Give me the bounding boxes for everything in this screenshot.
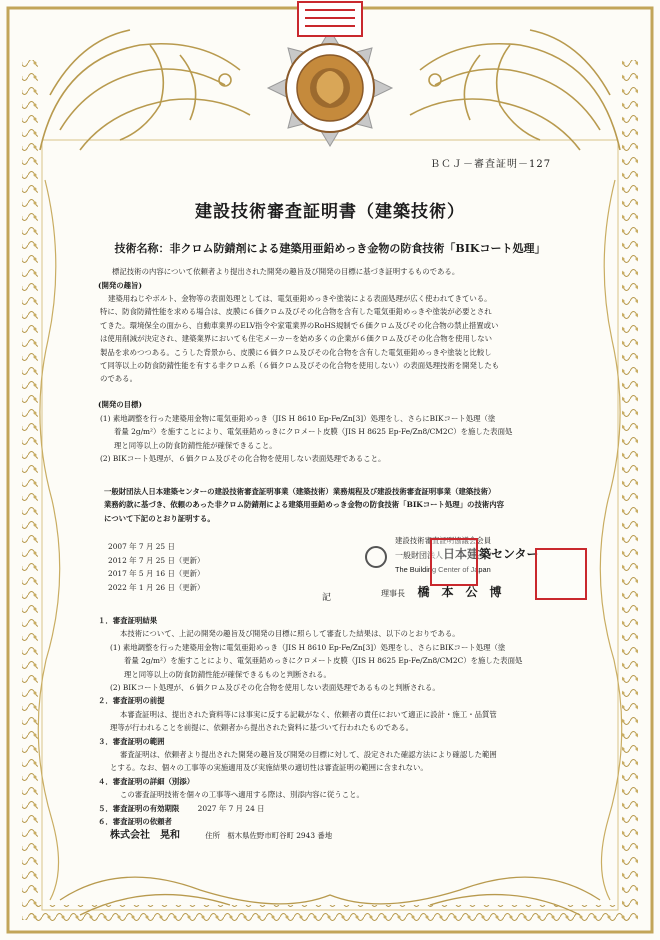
page-title: 建設技術審査証明書（建築技術） [195, 202, 465, 222]
org-red-seal-icon [430, 538, 478, 586]
dev-goal-heading: (開発の目標) [98, 400, 142, 409]
validity-date: 2027 年 7 月 24 日 [197, 803, 265, 813]
dev-purpose-text: 建築用ねじやボルト、金物等の表面処理としては、電気亜鉛めっきや塗装による表面処理が広く使われてきている。 特に、防食防錆性能を求める場合は、皮膜に６価クロム及びその化合物を含有した電気亜鉛めっきや塗装が必要とされ てきた。環境保全の面から、自動車業界のELV指令や家電業界のRoHS規制で６価クロム及びその化合物の禁止措置或い は使用削減が決定され、建築業界においても住宅メーカーを始め多くの企業が６価クロム及びその化合物を使用しない 製品を求めつつある。こうした背景から、皮膜に６価クロム及びその化合物を含有した電気亜鉛めっきや塗装と比較し て同等以上の防食防錆性能を有する非クロム系（６価クロム及びその化合物を使用しない）の表面処理技術を開発したも のである。 [100, 294, 500, 384]
section-heading: １．審査証明結果 [98, 616, 158, 625]
bcj-logo-icon [365, 546, 387, 568]
section-heading: ４．審査証明の詳細（別添） [98, 776, 195, 786]
validity-heading: ５．審査証明の有効期限 [98, 803, 180, 813]
issuer-org-name: 日本建築センター [443, 547, 539, 562]
dev-purpose-heading: (開発の趣旨) [98, 281, 142, 290]
top-red-seal-icon [298, 2, 362, 36]
requester-name: 株式会社 晃和 [110, 829, 180, 841]
section-heading: ２．審査証明の前提 [98, 696, 165, 706]
requester-heading: ６．審査証明の依頼者 [98, 817, 172, 827]
director-name: 橋 本 公 博 [417, 584, 502, 599]
right-phoenix-ornament [410, 30, 620, 150]
certification-statement: 一般財団法人日本建築センターの建設技術審査証明事業（建築技術）業務規程及び建設技術審査証明事業（建築技術） 業務約款に基づき、依頼のあった非クロム防錆剤による建築用亜鉛めっき金物の防食技術「BIKコート処理」の技術内容 について下記のとおり証明する。 [104, 487, 505, 523]
dev-goal-text: (1) 素地調整を行った建築用金物に電気亜鉛めっき（JIS H 8610 Ep-Fe/Zn[3]）処理をし、さらにBIKコート処理（塗 着量 2g/m²）を施すことにより、電気亜鉛めっきにクロメート皮膜（JIS H 8625 Ep-Fe/Zn8/CM2C）を施した表面処 理と同等以上の防食防錆性能が確保できること。 (2) BIKコート処理が、６価クロム及びその化合物を使用しない表面処理であること。 [100, 414, 513, 464]
section-heading: ３．審査証明の範囲 [98, 736, 165, 746]
intro-text: 標記技術の内容について依頼者より提出された開発の趣旨及び開発の目標に基づき証明するものである。 [112, 267, 460, 276]
technology-name: 技術名称：非クロム防錆剤による建築用亜鉛めっき金物の防食技術「BIKコート処理」 [114, 242, 546, 255]
review-sections: １．審査証明結果 本技術について、上記の開発の趣旨及び開発の目標に照らして審査した結果は、以下のとおりである。 (1) 素地調整を行った建築用金物に電気亜鉛めっき（JIS H 8610 Ep-Fe/Zn[3]）処理をし、さらにBIKコート処理（塗 着量 2g/m²）を施すことにより、電気亜鉛めっきにクロメート皮膜（JIS H 8625 Ep-Fe/Zn8/CM2C）を施した表面処 理と同等以上の防食防錆性能が確保できるものと判断される。 (2) BIKコート処理が、６価クロム及びその化合物を使用しない表面処理であるものと判断される。 ２．審査証明の前提 本審査証明は、提出された資料等には事実に反する記載がなく、依頼者の責任において適正に設計・施工・品質管 理等が行われることを前提に、依頼者から提出された資料に基づいて行われたものである。 ３．審査証明の範囲 審査証明は、依頼者より提出された開発の趣旨及び開発の目標に対して、設定された確認方法により確認した範囲 とする。なお、個々の工事等の実施適用及び実施結果の適切性は審査証明の範囲に含まれない。 ４．審査証明の詳細（別添） この審査証明技術を個々の工事等へ適用する際は、別添内容に従うこと。 ５．審査証明の有効期限 2027 年 7 月 24 日 ６．審査証明の依頼者 株式会社 晃和 住所 栃木県佐野市町谷町 2943 番地 [98, 614, 578, 843]
certification-badge-icon [268, 30, 392, 146]
director-red-seal-icon [535, 548, 587, 600]
issuer-org-english: The Building Center of Japan [395, 565, 491, 575]
issue-dates: 2007 年 7 月 25 日 2012 年 7 月 25 日（更新） 2017 年 5 月 16 日（更新） 2022 年 1 月 26 日（更新） [108, 542, 205, 592]
issuer-association: 建設技術審査証明協議会会員 [395, 536, 492, 545]
requester-address: 住所 栃木県佐野市町谷町 2943 番地 [205, 830, 333, 840]
ki-marker: 記 [322, 593, 332, 603]
left-phoenix-ornament [40, 30, 250, 150]
document-number: ＢＣＪ－審査証明－127 [430, 159, 552, 170]
director-title: 理事長 [381, 588, 405, 598]
issuer-org-prefix: 一般財団法人 [395, 551, 443, 561]
